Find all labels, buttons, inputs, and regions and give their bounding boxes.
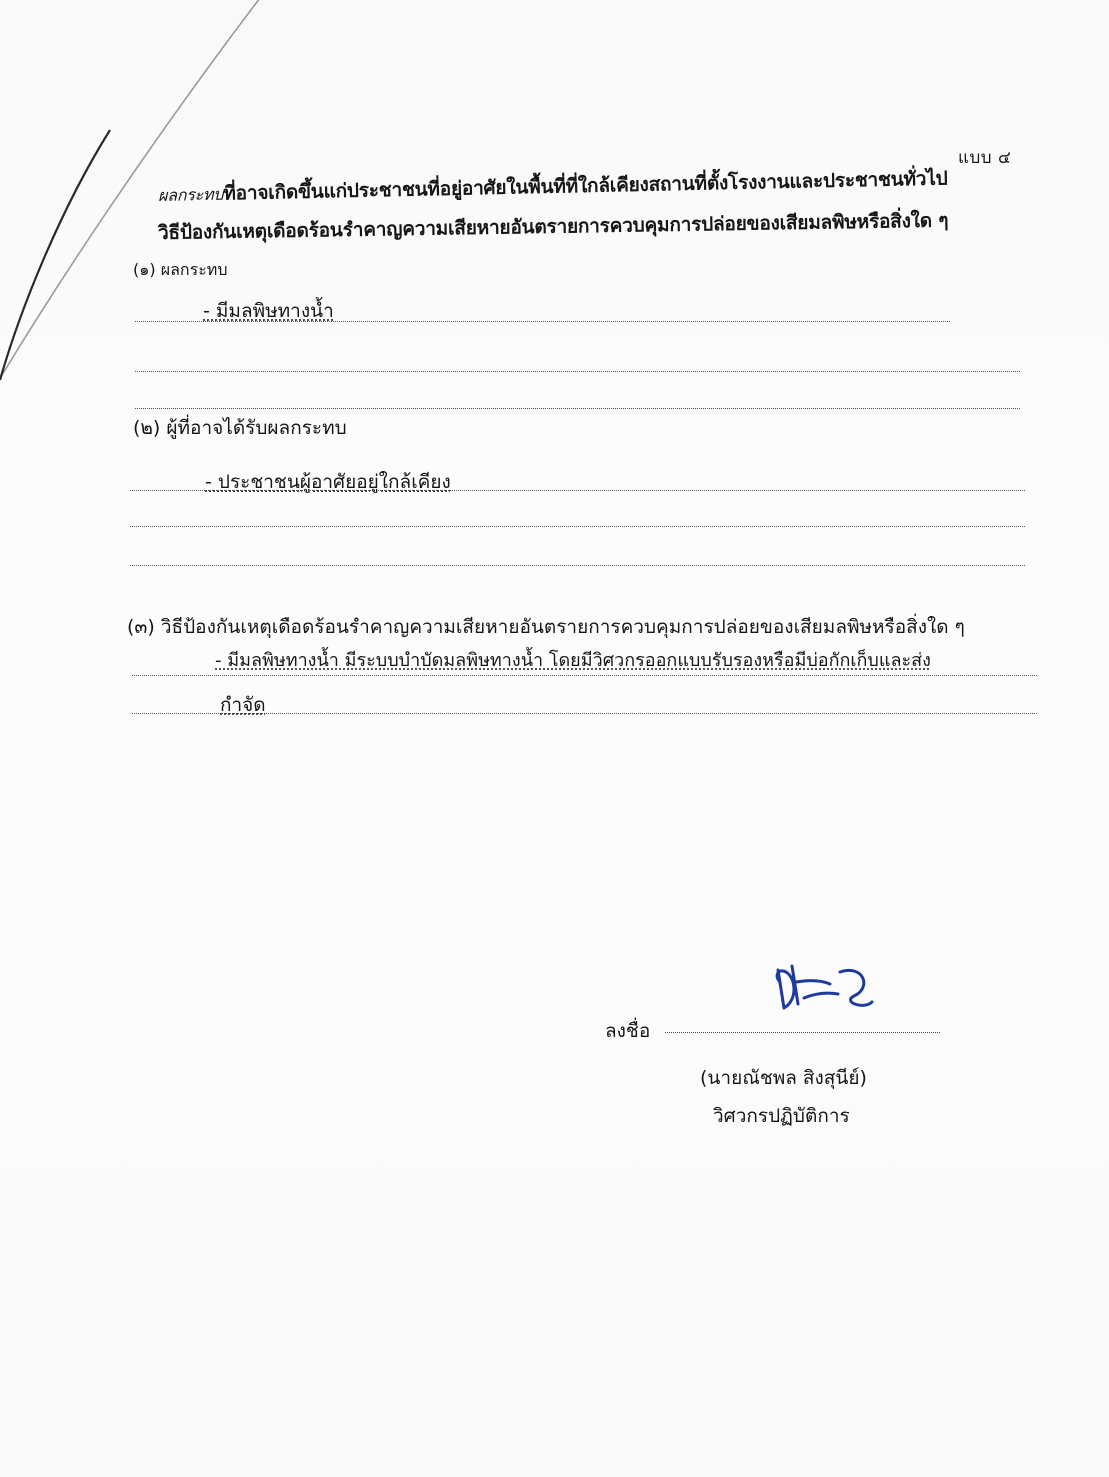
section-1-dotline-2 <box>135 371 1020 372</box>
handwritten-signature <box>768 958 883 1018</box>
section-1-entry-1: - มีมลพิษทางน้ำ <box>203 300 334 322</box>
section-2-entry-1: - ประชาชนผู้อาศัยอยู่ใกล้เคียง <box>205 471 451 493</box>
heading-line-1-rest: ที่อาจเกิดขึ้นแก่ประชาชนที่อยู่อาศัยในพื้นที่ที่ใกล้เคียงสถานที่ตั้งโรงงานและประชาชนทั่วไป <box>223 167 948 205</box>
section-3-dotline-2 <box>132 713 1037 714</box>
heading-line-1-lead: ผลกระทบ <box>157 184 224 205</box>
section-3-label: (๓) วิธีป้องกันเหตุเดือดร้อนรำคาญความเสียหายอันตรายการควบคุมการปล่อยของเสียมลพิษหรือสิ่งใด ๆ <box>127 616 965 638</box>
section-2-label: (๒) ผู้ที่อาจได้รับผลกระทบ <box>133 417 347 439</box>
signature-dotline <box>665 1032 940 1033</box>
section-3-entry-1: - มีมลพิษทางน้ำ มีระบบบำบัดมลพิษทางน้ำ โดยมีวิศวกรออกแบบรับรองหรือมีบ่อกักเก็บและส่ง <box>215 650 931 671</box>
page-edge-shadow <box>0 0 290 420</box>
heading-line-2: วิธีป้องกันเหตุเดือดร้อนรำคาญความเสียหายอันตรายการควบคุมการปล่อยของเสียมลพิษหรือสิ่งใด ๆ <box>157 209 949 244</box>
section-2-dotline-2 <box>130 526 1025 527</box>
section-1-label: (๑) ผลกระทบ <box>133 260 228 279</box>
signer-position: วิศวกรปฏิบัติการ <box>713 1105 850 1127</box>
section-2-dotline-3 <box>130 565 1025 566</box>
section-3-entry-2: กำจัด <box>220 694 266 716</box>
section-1-dotline-3 <box>135 408 1020 409</box>
form-code: แบบ ๔ <box>958 148 1012 168</box>
section-3-dotline-1 <box>132 675 1037 676</box>
signature-label: ลงชื่อ <box>605 1020 651 1042</box>
signer-name: (นายณัชพล สิงสุนีย์) <box>700 1067 867 1089</box>
heading-line-1 <box>158 163 948 210</box>
